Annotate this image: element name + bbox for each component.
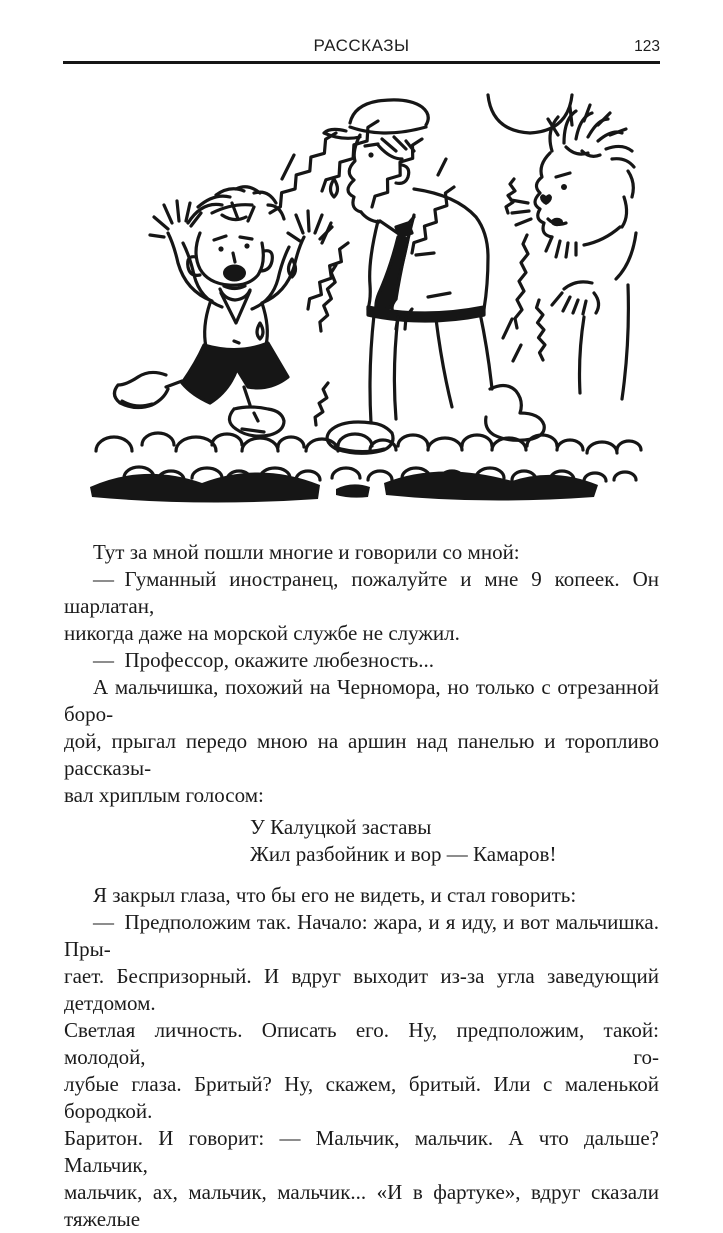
text-line: дой, прыгал передо мною на аршин над панелью и торопливо рассказы- <box>64 729 659 780</box>
page-body <box>64 539 659 1233</box>
text-line: никогда даже на морской службе не служил. <box>64 621 460 645</box>
sun-icon <box>488 95 572 133</box>
text-line: мальчик, ах, мальчик, мальчик... «И в фартуке», вдруг сказали тяжелые <box>64 1180 659 1231</box>
text-line: вал хриплым голосом: <box>64 783 264 807</box>
text-line: Баритон. И говорит: — Мальчик, мальчик. А что дальше? Мальчик, <box>64 1126 659 1177</box>
text-line: лубые глаза. Бритый? Ну, скажем, бритый. Или с маленькой бородкой. <box>64 1072 659 1123</box>
text-line: Тут за мной пошли многие и говорили со мной: <box>93 540 520 564</box>
dust-clouds <box>90 433 641 503</box>
verse-line: Жил разбойник и вор — Камаров! <box>250 842 557 866</box>
wild-man-figure <box>511 105 636 399</box>
text-line: — Предположим так. Начало: жара, и я иду, и вот мальчишка. Пры- <box>64 910 659 961</box>
page-header <box>63 36 660 60</box>
text-line: А мальчишка, похожий на Черномора, но только с отрезанной боро- <box>64 675 659 726</box>
verse-line: У Калуцкой заставы <box>250 815 432 839</box>
boy-figure <box>114 187 332 436</box>
verse-block <box>64 814 659 868</box>
page-number: 123 <box>634 38 660 55</box>
man-figure <box>257 100 544 453</box>
text-line: — Профессор, окажите любезность... <box>93 648 434 672</box>
page-title: РАССКАЗЫ <box>313 36 410 55</box>
header-rule <box>63 61 660 64</box>
text-line: Светлая личность. Описать его. Ну, предположим, такой: молодой, го- <box>64 1018 659 1069</box>
text-line: гает. Беспризорный. И вдруг выходит из-за угла заведующий детдомом. <box>64 964 659 1015</box>
text-line: — Гуманный иностранец, пожалуйте и мне 9 копеек. Он шарлатан, <box>64 567 659 618</box>
story-illustration <box>84 93 644 517</box>
text-line: Я закрыл глаза, что бы его не видеть, и стал говорить: <box>93 883 577 907</box>
